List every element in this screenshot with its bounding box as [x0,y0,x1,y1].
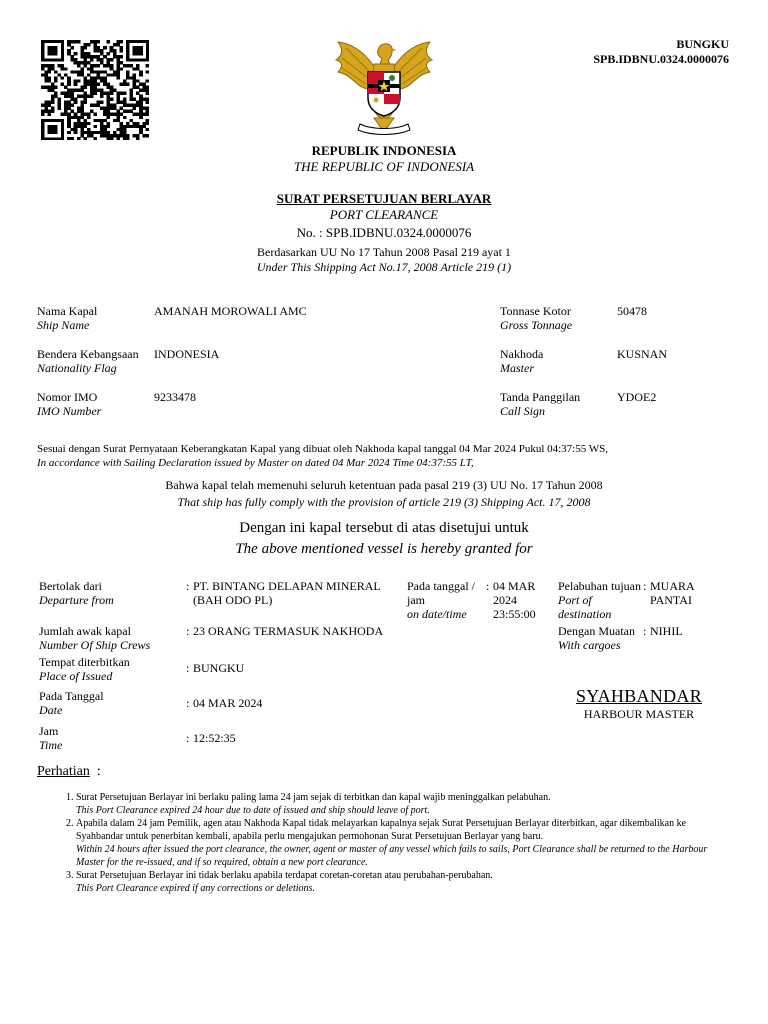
harbour-master-subtitle: HARBOUR MASTER [583,707,695,721]
document-title-en: PORT CLEARANCE [329,207,439,222]
legal-basis-en: Under This Shipping Act No.17, 2008 Article 219 (1) [256,260,512,274]
compliance-text-en: That ship has fully comply with the provision of article 219 (3) Shipping Act. 17, 2008 [177,495,591,509]
garuda-emblem [330,38,438,138]
granted-text: Dengan ini kapal tersebut di atas disetujui untuk [239,520,529,536]
destination-colon: : [643,579,647,593]
time-label: Jam Time [39,724,63,752]
issue-date-colon: : [186,696,190,710]
destination-label: Pelabuhan tujuan Port of destination [558,579,641,621]
cargo-value: NIHIL [650,624,683,638]
compliance-text: Bahwa kapal telah memenuhi seluruh ketentuan pada pasal 219 (3) UU No. 17 Tahun 2008 [165,478,603,492]
granted-text-en: The above mentioned vessel is hereby granted for [235,541,533,557]
master-label: Nakhoda Master [500,347,544,375]
cargo-colon: : [643,624,647,638]
republic-title-en: THE REPUBLIC OF INDONESIA [293,159,475,174]
document-number: No. : SPB.IDBNU.0324.0000076 [296,225,472,240]
gross-tonnage-label: Tonnase Kotor Gross Tonnage [500,304,573,332]
ship-name-label: Nama Kapal Ship Name [37,304,98,332]
issued-place-value: BUNGKU [193,661,245,675]
flag-label: Bendera Kebangsaan Nationality Flag [37,347,139,375]
master-value: KUSNAN [617,347,668,361]
declaration-text: Sesuai dengan Surat Pernyataan Keberangkatan Kapal yang dibuat oleh Nakhoda kapal tanggal 04 Mar 2024 Pukul 04:37:55 WS, [37,443,609,455]
crew-colon: : [186,624,190,638]
harbour-master-title: SYAHBANDAR [575,686,703,706]
top-right-city: BUNGKU [676,37,729,51]
departure-value: PT. BINTANG DELAPAN MINERAL (BAH ODO PL) [193,579,381,607]
top-right-number: SPB.IDBNU.0324.0000076 [593,52,729,66]
time-value: 12:52:35 [193,731,236,745]
declaration-text-en: In accordance with Sailing Declaration issued by Master on dated 04 Mar 2024 Time 04:37:55 LT, [37,457,474,469]
departure-date-value: 04 MAR 2024 23:55:00 [493,579,536,621]
crew-value: 23 ORANG TERMASUK NAKHODA [193,624,384,638]
call-sign-value: YDOE2 [617,390,657,404]
cargo-label: Dengan Muatan With cargoes [558,624,635,652]
departure-colon: : [186,579,190,593]
document-title: SURAT PERSETUJUAN BERLAYAR [276,191,492,206]
issued-place-colon: : [186,661,190,675]
issue-date-label: Pada Tanggal Date [39,689,104,717]
departure-date-colon: : [486,579,490,593]
note-item: 3. Surat Persetujuan Berlayar ini tidak berlaku apabila terdapat coretan-coretan atau perubahan-perubahan. This Port Clearance expired if any corrections or deletions. [76,869,718,895]
imo-value: 9233478 [154,390,196,404]
crew-label: Jumlah awak kapal Number Of Ship Crews [39,624,151,652]
qr-code [41,40,149,140]
notes-heading: Perhatian : [37,764,101,779]
ship-name-value: AMANAH MOROWALI AMC [154,304,307,318]
departure-label: Bertolak dari Departure from [39,579,114,607]
destination-value: MUARA PANTAI [650,579,695,607]
departure-date-label: Pada tanggal / jam on date/time [407,579,475,621]
imo-label: Nomor IMO IMO Number [37,390,102,418]
gross-tonnage-value: 50478 [617,304,647,318]
legal-basis: Berdasarkan UU No 17 Tahun 2008 Pasal 219 ayat 1 [257,245,511,259]
note-item: 2. Apabila dalam 24 jam Pemilik, agen atau Nakhoda Kapal tidak melayarkan kapalnya sejak Surat Persetujuan Berlayar diterbitkan, agar dikembalikan ke Syahbandar untuk penerbitan kembali, apabila perlu mengajukan permohonan Surat Persetujuan Berlayar yang baru. Within 24 hours after issued the port clearance, the owner, agent or master of any vessel which fails to sails, Port Clearance shall be returned to the Harbour Master for the re-issued, and if so required, obtain a new port clearance. [76,817,718,869]
issued-place-label: Tempat diterbitkan Place of Issued [39,655,130,683]
issue-date-value: 04 MAR 2024 [193,696,263,710]
notes-list [58,791,718,895]
republic-title: REPUBLIK INDONESIA [311,143,457,158]
call-sign-label: Tanda Panggilan Call Sign [500,390,581,418]
time-colon: : [186,731,190,745]
note-item: 1. Surat Persetujuan Berlayar ini berlaku paling lama 24 jam sejak di terbitkan dan kapal wajib meninggalkan pelabuhan. This Port Clearance expired 24 hour due to date of issued and ship should leave of port. [76,791,718,817]
flag-value: INDONESIA [154,347,220,361]
